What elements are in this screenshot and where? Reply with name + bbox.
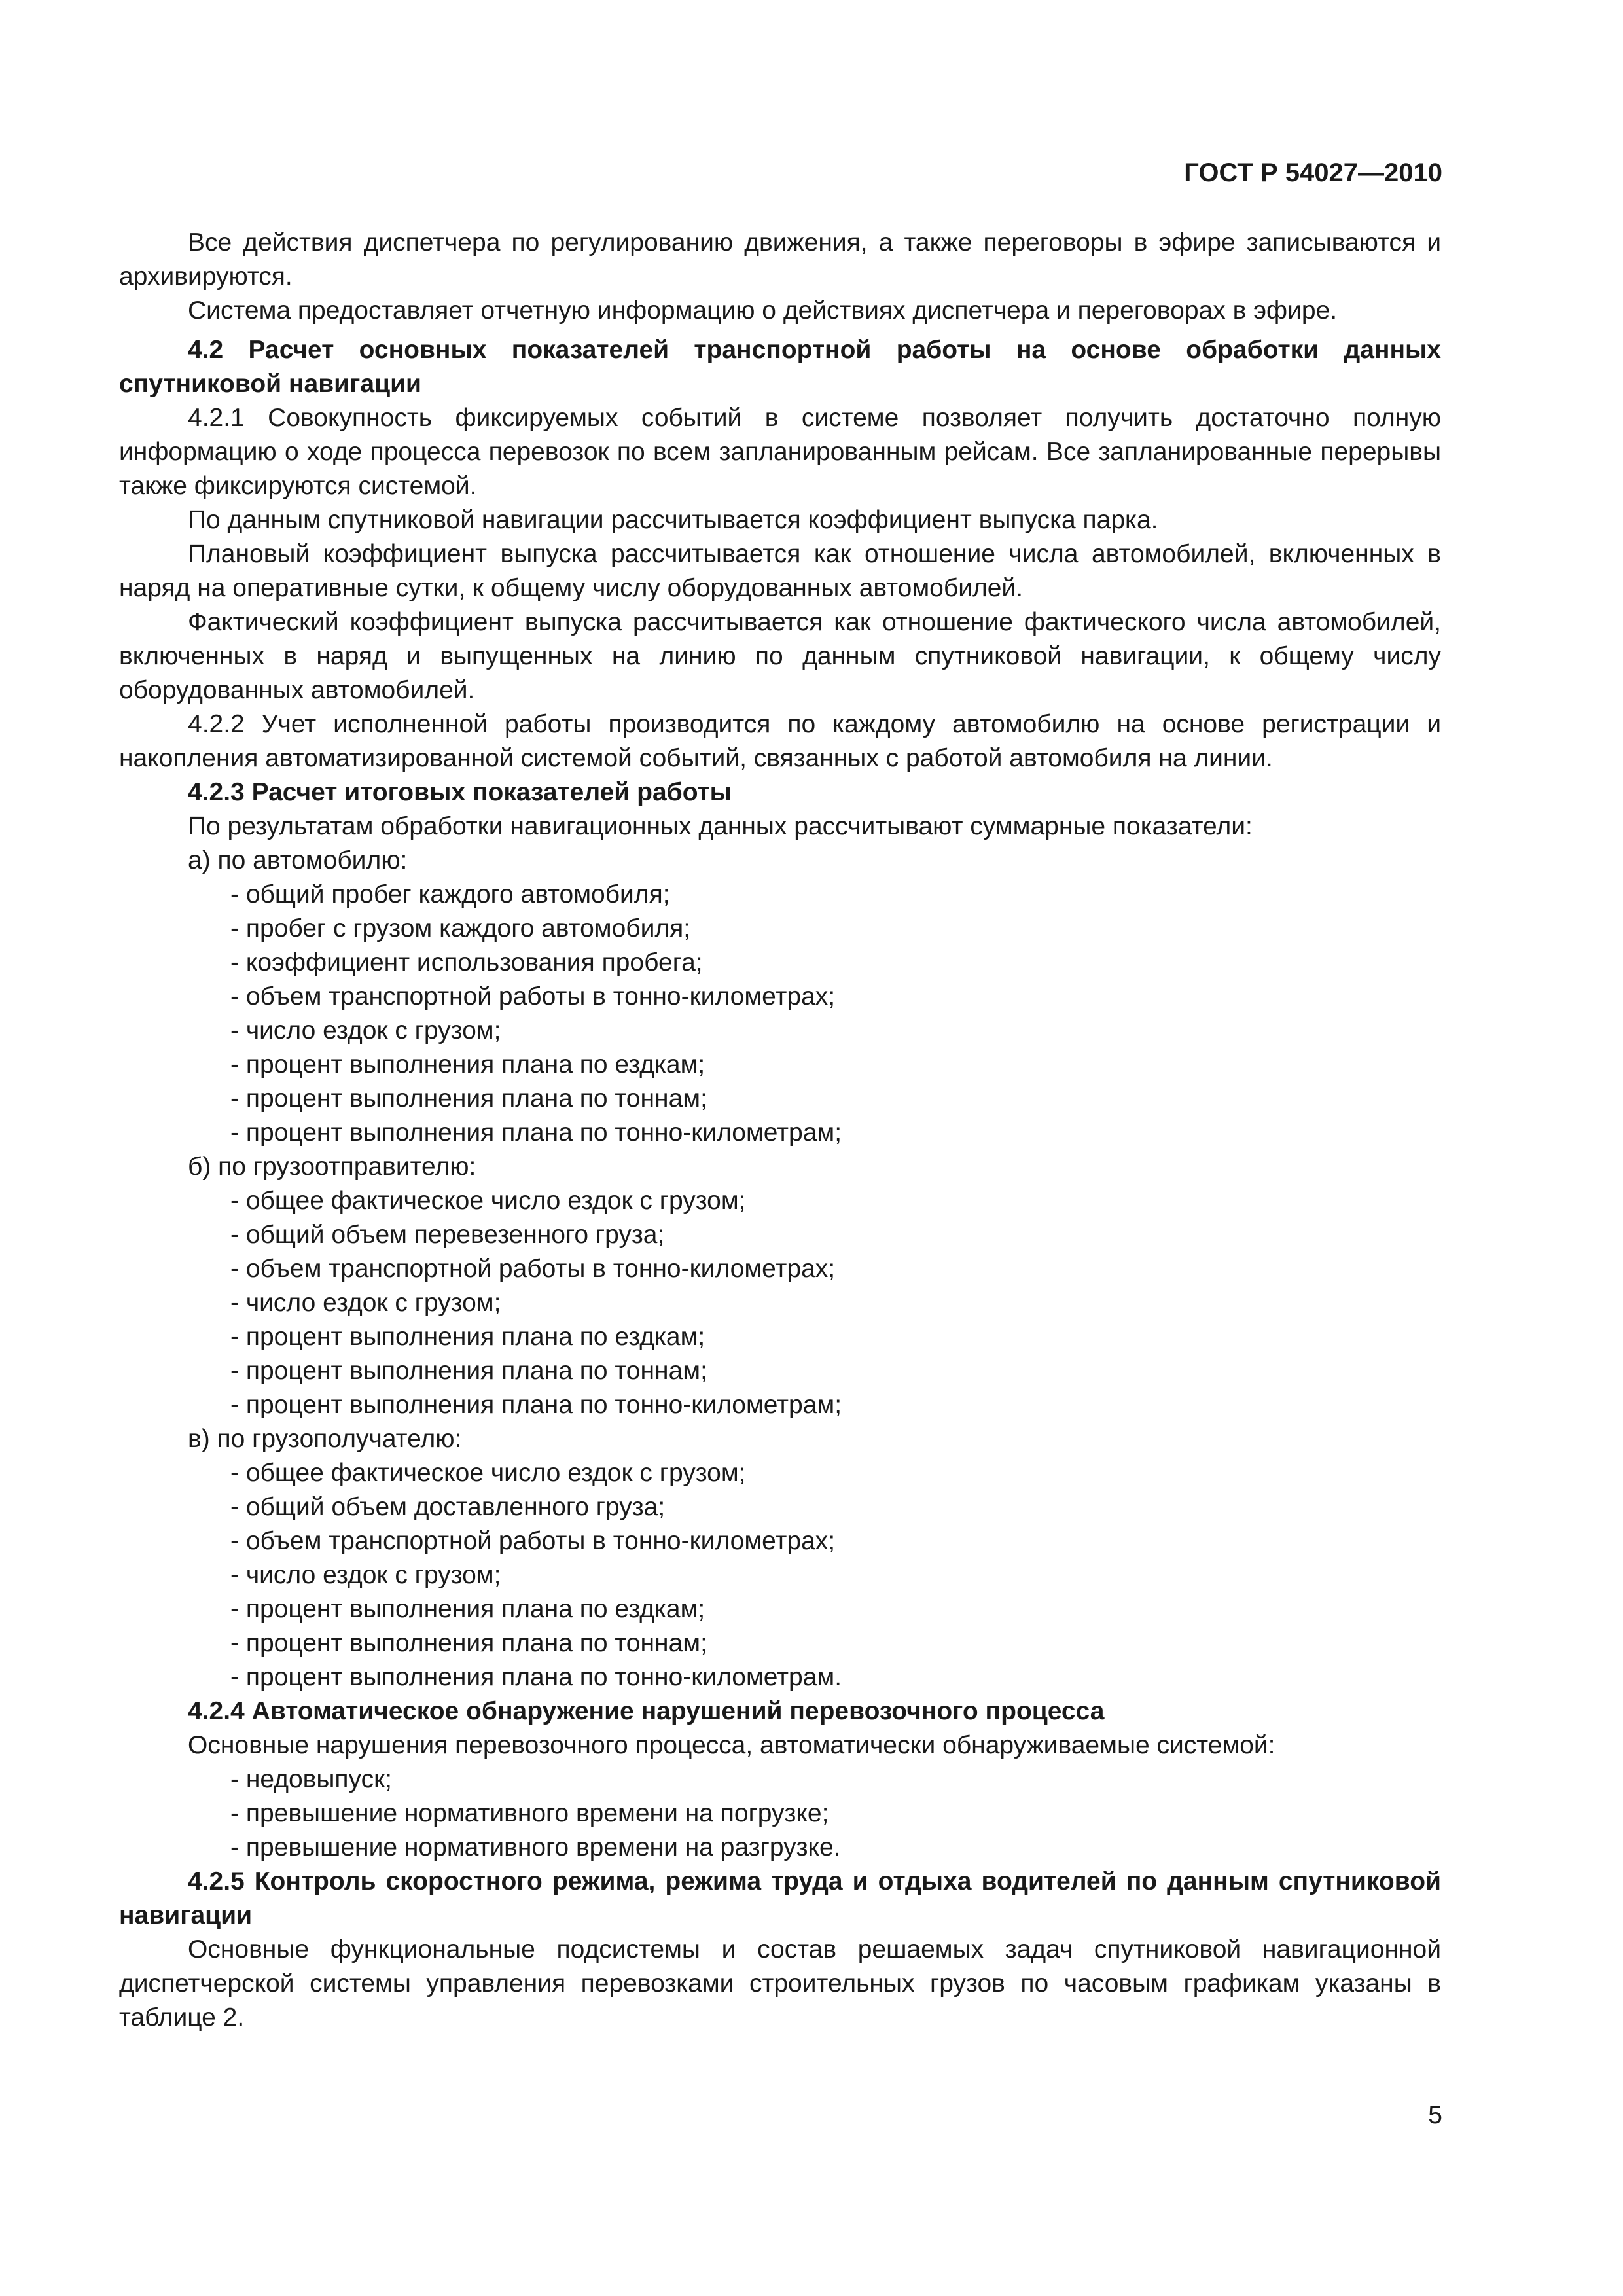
list-item: - объем транспортной работы в тонно-километрах; (230, 1527, 836, 1555)
list-item: - объем транспортной работы в тонно-километрах; (230, 982, 836, 1011)
paragraph: 4.2.1 Совокупность фиксируемых событий в системе позволяет получить достаточно полную информацию о ходе процесса перевозок по всем запланированным рейсам. Все запланированные перерывы также фиксируются системой. (119, 404, 1441, 500)
paragraph: Основные нарушения перевозочного процесса, автоматически обнаруживаемые системой: (188, 1731, 1275, 1759)
section-heading-4-2-4: 4.2.4 Автоматическое обнаружение нарушений перевозочного процесса (188, 1697, 1105, 1725)
list-c (119, 1456, 1441, 1695)
document-code: ГОСТ Р 54027—2010 (1184, 158, 1442, 187)
violations-list (119, 1763, 1441, 1865)
list-item: - превышение нормативного времени на погрузке; (230, 1799, 829, 1827)
list-item: - число ездок с грузом; (230, 1016, 501, 1045)
page-number: 5 (1428, 2101, 1442, 2129)
paragraph: По данным спутниковой навигации рассчитывается коэффициент выпуска парка. (188, 506, 1158, 534)
section-heading-4-2-5: 4.2.5 Контроль скоростного режима, режима труда и отдыха водителей по данным спутниковой навигации (119, 1867, 1441, 1929)
paragraph: Основные функциональные подсистемы и состав решаемых задач спутниковой навигационной диспетчерской системы управления перевозками строительных грузов по часовым графикам указаны в таблице 2. (119, 1935, 1441, 2032)
list-item: - общий пробег каждого автомобиля; (230, 880, 670, 908)
list-item: - превышение нормативного времени на разгрузке. (230, 1833, 841, 1861)
list-item: - объем транспортной работы в тонно-километрах; (230, 1255, 836, 1283)
list-item: - общее фактическое число ездок с грузом; (230, 1187, 746, 1215)
list-item: - процент выполнения плана по тоннам; (230, 1629, 707, 1657)
section-heading-4-2-3: 4.2.3 Расчет итоговых показателей работы (188, 778, 732, 806)
list-a (119, 878, 1441, 1150)
list-label-a: а) по автомобилю: (188, 846, 408, 874)
list-item: - процент выполнения плана по тоннам; (230, 1085, 707, 1113)
section-heading-4-2: 4.2 Расчет основных показателей транспортной работы на основе обработки данных спутниковой навигации (119, 336, 1441, 398)
list-item: - пробег с грузом каждого автомобиля; (230, 914, 691, 942)
paragraph: Система предоставляет отчетную информацию о действиях диспетчера и переговорах в эфире. (188, 296, 1338, 325)
list-item: - недовыпуск; (230, 1765, 392, 1793)
list-item: - число ездок с грузом; (230, 1289, 501, 1317)
paragraph: Фактический коэффициент выпуска рассчитывается как отношение фактического числа автомобилей, включенных в наряд и выпущенных на линию по данным спутниковой навигации, к общему числу оборудованных автомобилей. (119, 608, 1441, 704)
list-item: - процент выполнения плана по тонно-километрам; (230, 1391, 842, 1419)
list-item: - общий объем доставленного груза; (230, 1493, 666, 1521)
list-item: - общий объем перевезенного груза; (230, 1221, 665, 1249)
page-content (119, 226, 1441, 2035)
list-item: - процент выполнения плана по ездкам; (230, 1050, 705, 1079)
list-b (119, 1184, 1441, 1422)
list-item: - процент выполнения плана по тоннам; (230, 1357, 707, 1385)
list-item: - число ездок с грузом; (230, 1561, 501, 1589)
list-item: - процент выполнения плана по ездкам; (230, 1323, 705, 1351)
list-item: - процент выполнения плана по тонно-километрам; (230, 1119, 842, 1147)
list-item: - коэффициент использования пробега; (230, 948, 703, 977)
paragraph: 4.2.2 Учет исполненной работы производится по каждому автомобилю на основе регистрации и накопления автоматизированной системой событий, связанных с работой автомобиля на линии. (119, 710, 1441, 772)
paragraph: Плановый коэффициент выпуска рассчитывается как отношение числа автомобилей, включенных в наряд на оперативные сутки, к общему числу оборудованных автомобилей. (119, 540, 1441, 602)
list-item: - общее фактическое число ездок с грузом; (230, 1459, 746, 1487)
list-label-c: в) по грузополучателю: (188, 1425, 462, 1453)
paragraph: По результатам обработки навигационных данных рассчитывают суммарные показатели: (188, 812, 1253, 840)
list-item: - процент выполнения плана по ездкам; (230, 1595, 705, 1623)
list-item: - процент выполнения плана по тонно-километрам. (230, 1663, 842, 1691)
list-label-b: б) по грузоотправителю: (188, 1153, 476, 1181)
paragraph: Все действия диспетчера по регулированию движения, а также переговоры в эфире записываются и архивируются. (119, 228, 1441, 291)
